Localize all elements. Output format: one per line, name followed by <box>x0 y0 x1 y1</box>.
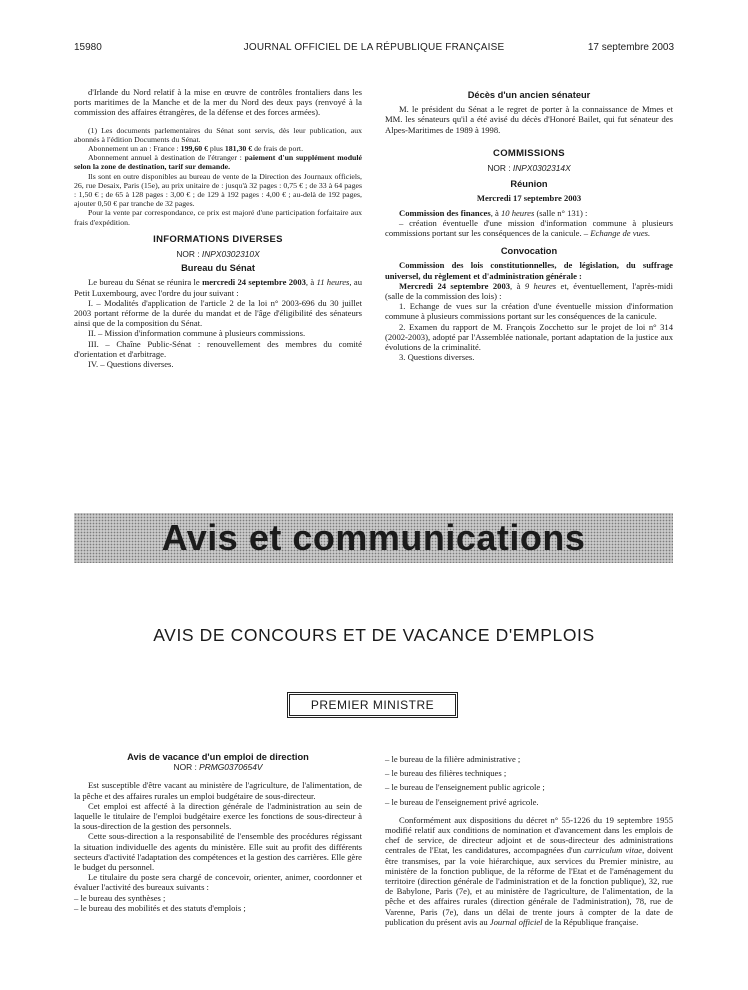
ministry-box: PREMIER MINISTRE <box>287 692 458 718</box>
meeting-date: Mercredi 17 septembre 2003 <box>476 193 582 204</box>
section-heading: INFORMATIONS DIVERSES <box>153 233 283 245</box>
nor-reference: NOR : INPX0302314X <box>487 163 571 174</box>
list-item: – le bureau des mobilités et des statuts d'emplois ; <box>74 902 246 913</box>
commission-line: Commission des lois constitutionnelles, de législation, du suffrage universel, du règlement et d'administration générale : <box>385 260 673 281</box>
agenda-item: II. – Mission d'information commune à plusieurs commissions. <box>88 328 306 339</box>
commission-line: Commission des finances, à 10 heures (salle n° 131) : <box>399 207 588 218</box>
section-banner <box>74 513 673 563</box>
agenda-item: 2. Examen du rapport de M. François Zocchetto sur le projet de loi n° 314 (2002-2003), adopté par l'Assemblée nationale, portant adaptation de la justice aux évolutions de la criminalité. <box>385 321 673 353</box>
list-item: – le bureau des filières techniques ; <box>385 768 507 779</box>
nor-reference: NOR : INPX0302310X <box>176 249 260 260</box>
notice-paragraph: Cette sous-direction a la responsabilité de l'ensemble des procédures régissant la situation individuelle des agents du ministère. Elle suit au profit des différents secteurs d'activité l'adaptation des compétences et la gestion des carrières. Elle gère le budget du personnel. <box>74 831 362 873</box>
subsection-heading: Réunion <box>510 179 548 190</box>
footnote: (1) Les documents parlementaires du Sénat sont servis, dès leur publication, aux abonnés à l'édition Documents du Sénat. <box>74 125 362 144</box>
list-item: – le bureau de la filière administrative ; <box>385 754 521 764</box>
section-heading: COMMISSIONS <box>493 147 565 159</box>
notice-paragraph: Le titulaire du poste sera chargé de concevoir, orienter, animer, coordonner et évaluer l'activité des bureaux suivants : <box>74 872 362 893</box>
notice-heading: Avis de vacance d'un emploi de direction <box>127 752 309 762</box>
right-column-bottom <box>385 754 673 927</box>
journal-title: JOURNAL OFFICIEL DE LA RÉPUBLIQUE FRANÇAISE <box>243 42 505 53</box>
subsection-heading: Décès d'un ancien sénateur <box>467 90 591 100</box>
nor-reference: NOR : PRMG0370654V <box>173 762 263 773</box>
agenda-item: III. – Chaîne Public-Sénat : renouvellement des membres du comité d'orientation et d'arbitrage. <box>74 338 362 359</box>
subsection-heading: Convocation <box>500 246 558 257</box>
list-item: – le bureau de l'enseignement public agricole ; <box>385 782 545 793</box>
list-item: – le bureau de l'enseignement privé agricole. <box>385 796 539 807</box>
agenda-item: IV. – Questions diverses. <box>88 359 174 370</box>
subsection-heading: Bureau du Sénat <box>181 263 255 274</box>
meeting-date: Mercredi 24 septembre 2003, à 9 heures et, éventuellement, l'après-midi (salle de la commission des lois) : <box>385 280 673 302</box>
list-item: – le bureau des synthèses ; <box>74 892 166 903</box>
footnote: Pour la vente par correspondance, ce prix est majoré d'une participation forfaitaire aux frais d'expédition. <box>74 208 362 227</box>
right-column-top <box>385 90 673 362</box>
footnote: Ils sont en outre disponibles au bureau de vente de la Direction des Journaux officiels, 26, rue Desaix, Paris (15e), au prix unitaire de : jusqu'à 32 pages : 0,75 € ; de 33 à 64 pages : 1,50 € ; de 65 à 128 pages : 3,00 € ; de 129 à 192 pages : 4,00 € ; au-delà de 192 pages, ajouter 0,50 € par tranche de 32 pages. <box>74 171 362 209</box>
left-column-bottom <box>74 752 362 913</box>
page-number: 15980 <box>74 42 102 53</box>
footnotes <box>74 126 362 227</box>
notice-paragraph: Est susceptible d'être vacant au ministère de l'agriculture, de l'alimentation, de la pêche et des affaires rurales un emploi budgétaire de sous-directeur. <box>74 780 362 801</box>
banner-title: Avis et communications <box>161 517 586 558</box>
left-column-top <box>74 87 362 369</box>
issue-date: 17 septembre 2003 <box>587 42 674 53</box>
notice-paragraph: Cet emploi est affecté à la direction générale de l'administration au sein de laquelle le titulaire de l'emploi budgétaire exerce les fonctions de sous-directeur à la sous-direction de la gestion des personnels. <box>74 800 362 832</box>
footnote: Abonnement un an : France : 199,60 € plus 181,30 € de frais de port. <box>88 144 304 154</box>
agenda-item: 1. Echange de vues sur la création d'une éventuelle mission d'information commune à plusieurs commissions portant sur les conséquences de la canicule. <box>385 301 673 322</box>
agenda-item: – création éventuelle d'une mission d'information commune à plusieurs commissions portant sur les conséquences de la canicule. – Echange de vues. <box>385 217 673 239</box>
notice-paragraph: Conformément aux dispositions du décret n° 55-1226 du 19 septembre 1955 modifié relatif aux conditions de nomination et d'avancement dans les emplois de chef de service, de directeur adjoint et de sous-directeur des administrations centrales de l'Etat, les candidatures, accompagnées d'un curriculum vitae, doivent être transmises, par la voie hiérarchique, aux services du Premier ministre, au ministère de la fonction publique, de la réforme de l'Etat et de l'aménagement du territoire (direction générale de l'administration et de la fonction publique), 32, rue de Babylone, Paris (7e), et au ministère de l'agriculture, de l'alimentation, de la pêche et des affaires rurales (direction générale de l'administration), 78, rue de Varenne, Paris (7e), dans un délai de trente jours à compter de la date de publication du présent avis au Journal officiel de la République française. <box>385 814 673 927</box>
agenda-item: 3. Questions diverses. <box>399 352 475 363</box>
continuation-text: d'Irlande du Nord relatif à la mise en œuvre de contrôles frontaliers dans les ports maritimes de la Manche et de la mer du Nord des deux pays (renvoyé à la commission des affaires étrangères, de la défense et des forces armées). <box>74 87 362 118</box>
section-title: AVIS DE CONCOURS ET DE VACANCE D'EMPLOIS <box>153 625 595 645</box>
agenda-item: I. – Modalités d'application de l'article 2 de la loi n° 2003-696 du 30 juillet 2003 portant réforme de la durée du mandat et de l'âge d'éligibilité des sénateurs ainsi que de la composition du Sénat. <box>74 297 362 329</box>
bureau-intro: Le bureau du Sénat se réunira le mercredi 24 septembre 2003, à 11 heures, au Petit Luxembourg, avec l'ordre du jour suivant : <box>74 277 362 298</box>
footnote: Abonnement annuel à destination de l'étranger : paiement d'un supplément modulé selon la zone de destination, tarif sur demande. <box>74 153 363 172</box>
deces-text: M. le président du Sénat a le regret de porter à la connaissance de Mmes et MM. les sénateurs qu'il a été avisé du décès d'Honoré Bailet, qui fut sénateur des Alpes-Maritimes de 1989 à 1998. <box>385 104 673 135</box>
